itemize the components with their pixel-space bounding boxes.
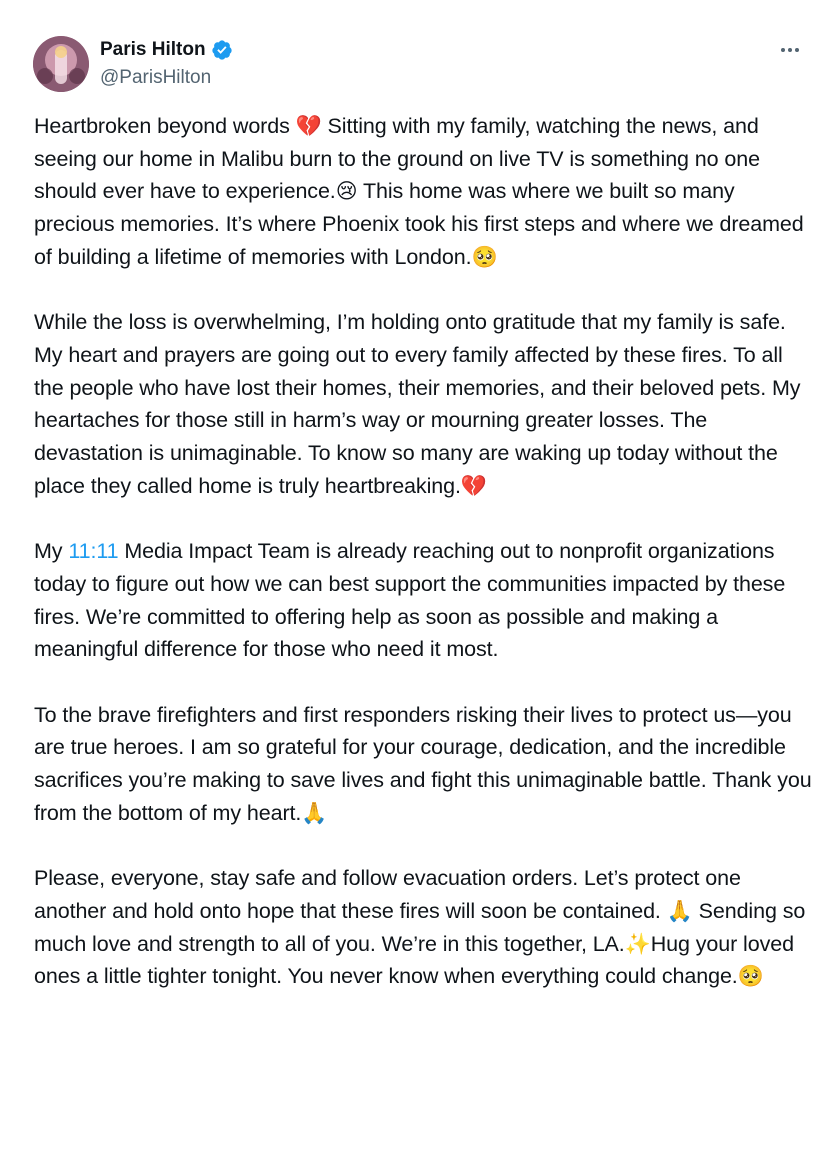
- post-paragraph-4: [34, 699, 814, 830]
- verified-badge-icon: [211, 39, 233, 61]
- post-paragraph-1: [34, 110, 814, 274]
- crying-face-emoji-icon: 😢: [335, 179, 358, 204]
- text-segment: Please, everyone, stay safe and follow evacuation orders. Let’s protect one another and hold onto hope that these fires will soon be contained.: [34, 866, 741, 923]
- folded-hands-emoji-icon: 🙏: [666, 898, 693, 923]
- pleading-face-emoji-icon: 🥺: [471, 244, 498, 269]
- author-handle[interactable]: @ParisHilton: [100, 67, 212, 88]
- broken-heart-emoji-icon: 💔: [460, 473, 487, 498]
- text-segment: My: [34, 539, 69, 564]
- text-segment: Heartbroken beyond words: [34, 114, 296, 138]
- author-name-row: [100, 38, 233, 62]
- author-name[interactable]: Paris Hilton: [100, 39, 206, 60]
- text-segment: Hug your loved ones a little tighter tonight. You never know when everything could change.: [34, 931, 794, 989]
- text-segment: Sending so much love and strength to all of you. We’re in this together, LA.: [34, 898, 806, 956]
- post-paragraph-5: [34, 862, 814, 993]
- avatar[interactable]: [33, 36, 89, 92]
- more-dot: [795, 48, 799, 52]
- post-header: [0, 0, 840, 120]
- post-paragraph-2: [34, 306, 814, 502]
- text-segment: This home was where we built so many precious memories. It’s where Phoenix took his first steps and where we dreamed of building a lifetime of memories with London.: [34, 179, 804, 269]
- more-dot: [781, 48, 785, 52]
- more-options-icon[interactable]: [778, 38, 802, 62]
- broken-heart-emoji-icon: 💔: [295, 114, 322, 138]
- cashtag-link-1111[interactable]: 11:11: [68, 539, 119, 564]
- text-segment: Sitting with my family, watching the news, and seeing our home in Malibu burn to the ground on live TV is something no one should ever have to experience.: [34, 114, 760, 204]
- text-segment: To the brave firefighters and first responders risking their lives to protect us—you are true heroes. I am so grateful for your courage, dedication, and the incredible sacrifices you’re making to save lives and fight this unimaginable battle. Thank you from the bottom of my heart.: [34, 702, 812, 825]
- more-dot: [788, 48, 792, 52]
- sparkles-emoji-icon: ✨: [624, 931, 651, 956]
- folded-hands-emoji-icon: 🙏: [301, 800, 328, 825]
- post-text: [34, 110, 814, 993]
- post-paragraph-3: [34, 535, 814, 666]
- text-segment: While the loss is overwhelming, I’m holding onto gratitude that my family is safe. My heart and prayers are going out to every family affected by these fires. To all the people who have lost their homes, their memories, and their beloved pets. My heartaches for those still in harm’s way or mourning greater losses. The devastation is unimaginable. To know so many are waking up today without the place they called home is truly heartbreaking.: [34, 310, 801, 498]
- pleading-face-emoji-icon: 🥺: [737, 964, 764, 989]
- text-segment: Media Impact Team is already reaching out to nonprofit organizations today to figure out how we can best support the communities impacted by these fires. We’re committed to offering help as soon as possible and making a meaningful difference for those who need it most.: [34, 539, 786, 662]
- avatar-image: [33, 36, 89, 92]
